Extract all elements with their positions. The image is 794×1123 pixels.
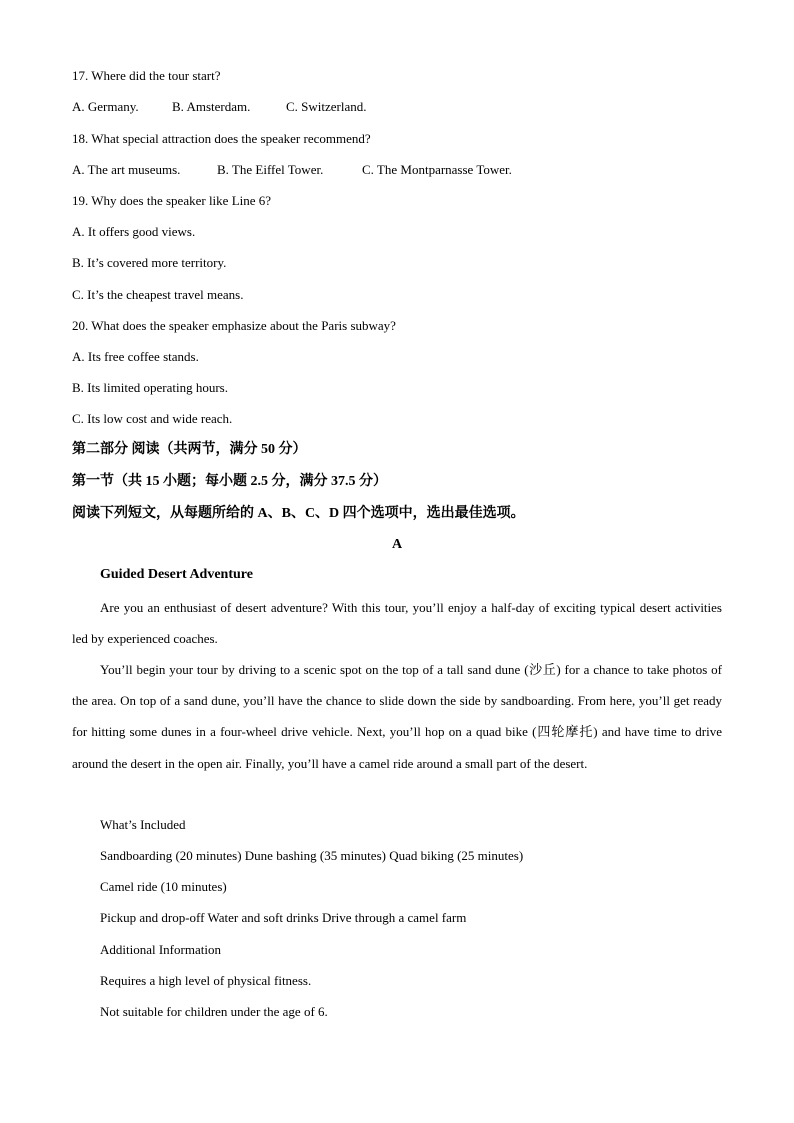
paragraph-1: Are you an enthusiast of desert adventure? With this tour, you’ll enjoy a half-day of exciting typical desert activities led by experienced coaches. [72,600,722,647]
option-b: B. Its limited operating hours. [72,380,228,395]
option-c: C. Switzerland. [286,99,367,114]
additional-item: Not suitable for children under the age of 6. [100,1004,328,1019]
passage-letter: A [391,537,403,552]
additional-item: Requires a high level of physical fitness. [100,973,312,988]
option-b: B. It’s covered more territory. [72,255,227,270]
option-a: A. Germany. [72,99,139,114]
question-19-stem: 19. Why does the speaker like Line 6? [72,193,272,208]
option-c: C. The Montparnasse Tower. [362,162,512,177]
included-heading: What’s Included [100,817,186,832]
included-item: Sandboarding (20 minutes) Dune bashing (35 minutes) Quad biking (25 minutes) [100,848,524,863]
question-18-stem: 18. What special attraction does the speaker recommend? [72,131,371,146]
option-a: A. The art museums. [72,162,181,177]
option-c: C. Its low cost and wide reach. [72,411,233,426]
question-20-stem: 20. What does the speaker emphasize about the Paris subway? [72,318,396,333]
paragraph-2: You’ll begin your tour by driving to a scenic spot on the top of a tall sand dune (沙丘) for a chance to take photos of the area. On top of a sand dune, you’ll have the chance to slide down the side by sandboarding. From here, you’ll get ready for hitting some dunes in a four-wheel drive vehicle. Next, you’ll hop on a quad bike (四轮摩托) and have time to drive around the desert in the open air. Finally, you’ll have a camel ride around a small part of the desert. [72,662,722,771]
option-b: B. Amsterdam. [172,99,251,114]
option-a: A. It offers good views. [72,224,196,239]
section-title: 第一节（共 15 小题；每小题 2.5 分，满分 37.5 分） [72,474,387,489]
option-b: B. The Eiffel Tower. [217,162,324,177]
passage-title: Guided Desert Adventure [100,567,253,582]
additional-heading: Additional Information [100,942,221,957]
option-c: C. It’s the cheapest travel means. [72,287,244,302]
part-title: 第二部分 阅读（共两节，满分 50 分） [72,442,307,457]
option-a: A. Its free coffee stands. [72,349,199,364]
question-17-stem: 17. Where did the tour start? [72,68,221,83]
question-18-options [72,162,512,178]
included-item: Pickup and drop-off Water and soft drinks Drive through a camel farm [100,910,467,925]
question-17-options [72,99,367,115]
instruction: 阅读下列短文，从每题所给的 A、B、C、D 四个选项中，选出最佳选项。 [72,506,525,521]
included-item: Camel ride (10 minutes) [100,879,227,894]
